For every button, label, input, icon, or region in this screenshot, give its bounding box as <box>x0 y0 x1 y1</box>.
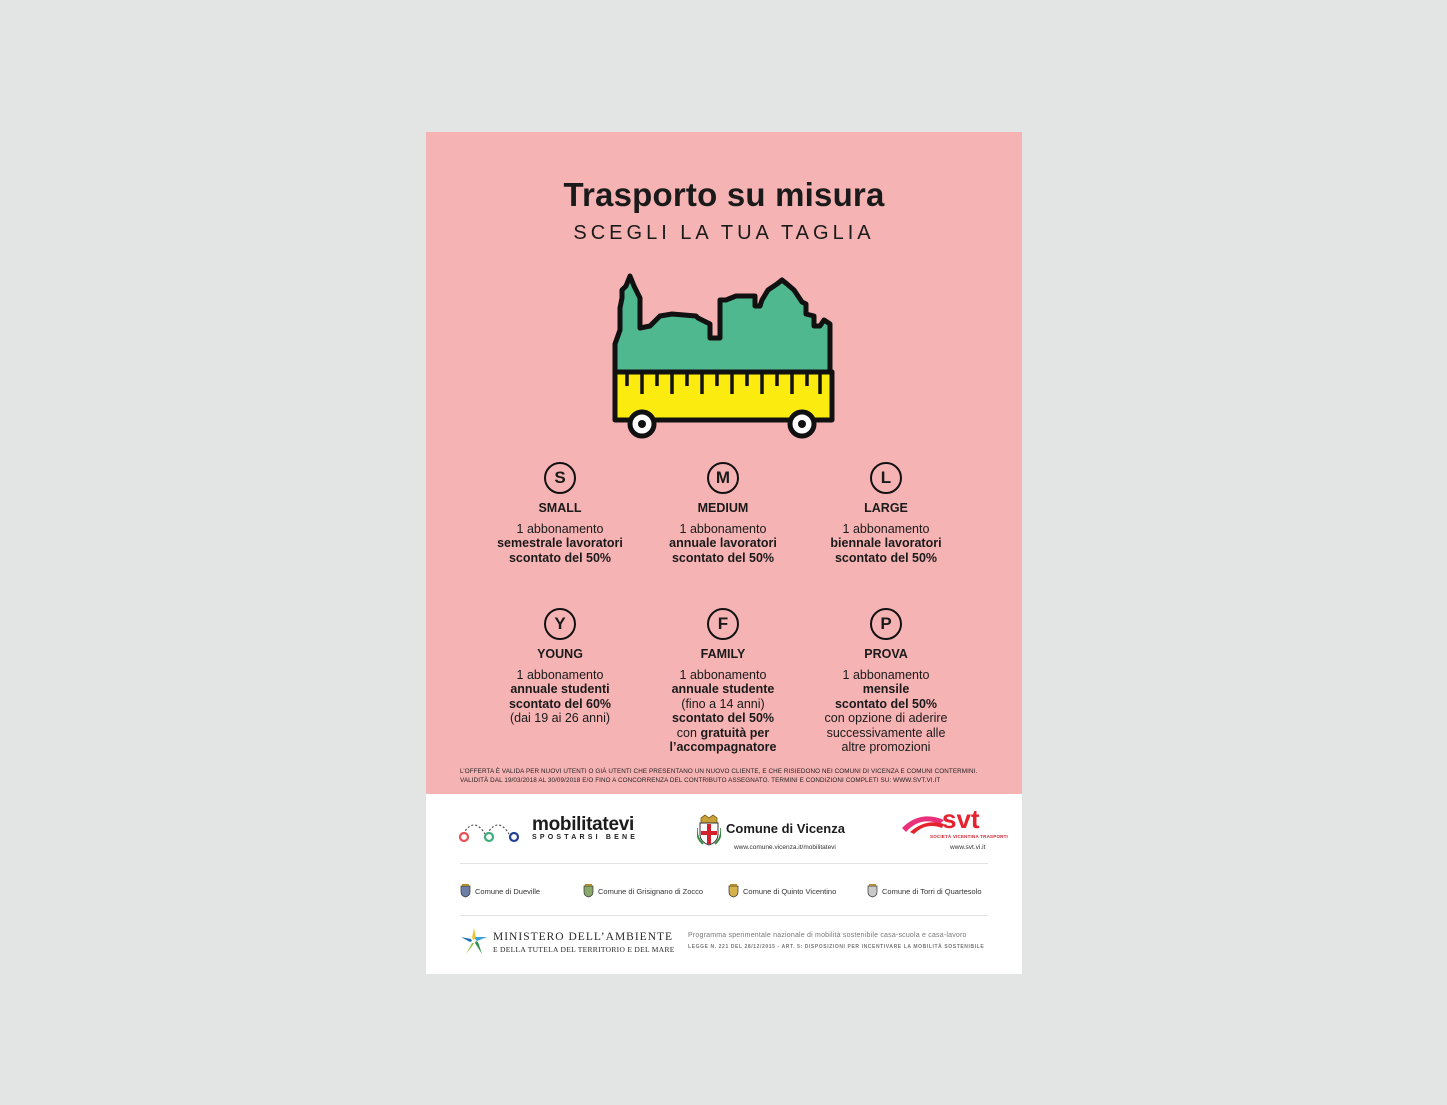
plan-description-line: annuale studenti <box>510 682 610 696</box>
plan-description-line: altre promozioni <box>841 740 931 754</box>
crest-icon <box>867 884 878 898</box>
town-name: Comune di Quinto Vicentino <box>743 886 837 896</box>
plan-letter-badge: F <box>707 608 739 640</box>
plan-family <box>643 608 803 755</box>
city-skyline <box>615 276 832 380</box>
crest-icon <box>583 884 594 898</box>
plan-prova <box>806 608 966 755</box>
program-law: LEGGE N. 221 DEL 28/12/2015 - ART. 5: DISPOSIZIONI PER INCENTIVARE LA MOBILITÀ SOSTENIBILE <box>688 944 985 950</box>
svt-logo <box>900 806 990 836</box>
plan-description-line: scontato del 50% <box>508 550 612 565</box>
footer-divider <box>460 863 988 864</box>
town-name: Comune di Torri di Quartesolo <box>882 886 982 896</box>
plan-description-line: scontato del 50% <box>834 696 938 711</box>
plan-young <box>480 608 640 726</box>
plan-name: MEDIUM <box>697 501 749 515</box>
plan-letter-badge: Y <box>544 608 576 640</box>
mobilitatevi-name: mobilitatevi <box>532 814 634 835</box>
ministry-star-icon <box>460 927 488 955</box>
plan-description-line: 1 abbonamento <box>679 521 767 536</box>
plan-name: SMALL <box>538 501 582 515</box>
plan-description-line: scontato del 50% <box>671 550 775 565</box>
plan-description-line: 1 abbonamento <box>516 667 604 682</box>
mobilitatevi-tagline: SPOSTARSI BENE <box>532 834 639 841</box>
plan-small <box>480 462 640 565</box>
program-title: Programma sperimentale nazionale di mobilità sostenibile casa-scuola e casa-lavoro <box>688 932 967 939</box>
poster-subtitle: SCEGLI LA TUA TAGLIA <box>573 222 875 244</box>
plan-large <box>806 462 966 565</box>
plan-name: YOUNG <box>537 647 583 661</box>
plan-description-line: 1 abbonamento <box>679 667 767 682</box>
plan-description-fragment: gratuità per <box>700 725 770 740</box>
city-bus-illustration <box>612 268 836 440</box>
plan-description-line: annuale studente <box>671 682 775 696</box>
plan-description-line: l’accompagnatore <box>669 740 777 754</box>
mobilitatevi-logo <box>532 814 638 841</box>
plan-description-line <box>643 726 803 741</box>
poster-title: Trasporto su misura <box>563 176 885 213</box>
svt-wordmark: svt <box>942 806 980 834</box>
sponsors-footer <box>426 794 1022 974</box>
town-name: Comune di Dueville <box>475 886 541 896</box>
footer-divider <box>460 915 988 916</box>
vicenza-crest-icon <box>697 814 721 846</box>
plan-description-line: semestrale lavoratori <box>497 536 623 550</box>
plan-description-line: 1 abbonamento <box>516 521 604 536</box>
town-grisignano <box>583 884 703 898</box>
fineprint <box>460 768 1000 785</box>
plan-description-line: (fino a 14 anni) <box>681 696 765 711</box>
fineprint-line-2: VALIDITÀ DAL 19/03/2018 AL 30/09/2018 E/O FINO A CONCORRENZA DEL CONTRIBUTO ASSEGNATO. TERMINI E CONDIZIONI COMPLETI SU: WWW.SVT.VI.IT <box>460 776 941 784</box>
svt-subtitle: SOCIETÀ VICENTINA TRASPORTI <box>930 834 1008 839</box>
crest-icon <box>460 884 471 898</box>
wheel-right <box>790 412 814 436</box>
poster <box>426 132 1022 974</box>
vicenza-name: Comune di Vicenza <box>726 821 845 836</box>
mobilitatevi-logo-icon <box>458 812 524 846</box>
plan-description-line: 1 abbonamento <box>842 667 930 682</box>
plan-description-line: mensile <box>862 682 910 696</box>
fineprint-line-1: L’OFFERTA È VALIDA PER NUOVI UTENTI O GIÀ UTENTI CHE PRESENTANO UN NUOVO CLIENTE, E CHE RISIEDONO NEI COMUNI DI VICENZA E COMUNI CONTERMINI. <box>460 768 978 775</box>
plan-name: LARGE <box>864 501 908 515</box>
plan-description-line: 1 abbonamento <box>842 521 930 536</box>
plan-letter-badge: P <box>870 608 902 640</box>
plan-description-line: con opzione di aderire <box>824 711 948 725</box>
plan-description-line: annuale lavoratori <box>669 536 777 550</box>
plan-description-line: successivamente alle <box>826 725 946 740</box>
plan-description-line: (dai 19 ai 26 anni) <box>509 711 611 725</box>
plan-name: PROVA <box>864 647 908 661</box>
svt-url[interactable]: www.svt.vi.it <box>950 844 986 851</box>
plan-letter-badge: L <box>870 462 902 494</box>
plan-medium <box>643 462 803 565</box>
plan-description-line: scontato del 60% <box>508 696 612 711</box>
crest-icon <box>728 884 739 898</box>
town-quinto-vicentino <box>728 884 836 898</box>
town-torri-di-quartesolo <box>867 884 982 898</box>
plan-name: FAMILY <box>700 647 746 661</box>
wheel-left <box>630 412 654 436</box>
ministry-subname: E DELLA TUTELA DEL TERRITORIO E DEL MARE <box>493 945 675 954</box>
plan-description-line: scontato del 50% <box>834 550 938 565</box>
vicenza-url[interactable]: www.comune.vicenza.it/mobilitatevi <box>734 844 836 851</box>
plan-description-line: scontato del 50% <box>671 711 775 725</box>
plan-description-line: biennale lavoratori <box>830 536 942 550</box>
plan-description-fragment: con <box>676 725 701 740</box>
plan-letter-badge: M <box>707 462 739 494</box>
ministry-name: MINISTERO DELL’AMBIENTE <box>493 931 674 943</box>
town-dueville <box>460 884 540 898</box>
town-name: Comune di Grisignano di Zocco <box>598 886 704 896</box>
plan-letter-badge: S <box>544 462 576 494</box>
